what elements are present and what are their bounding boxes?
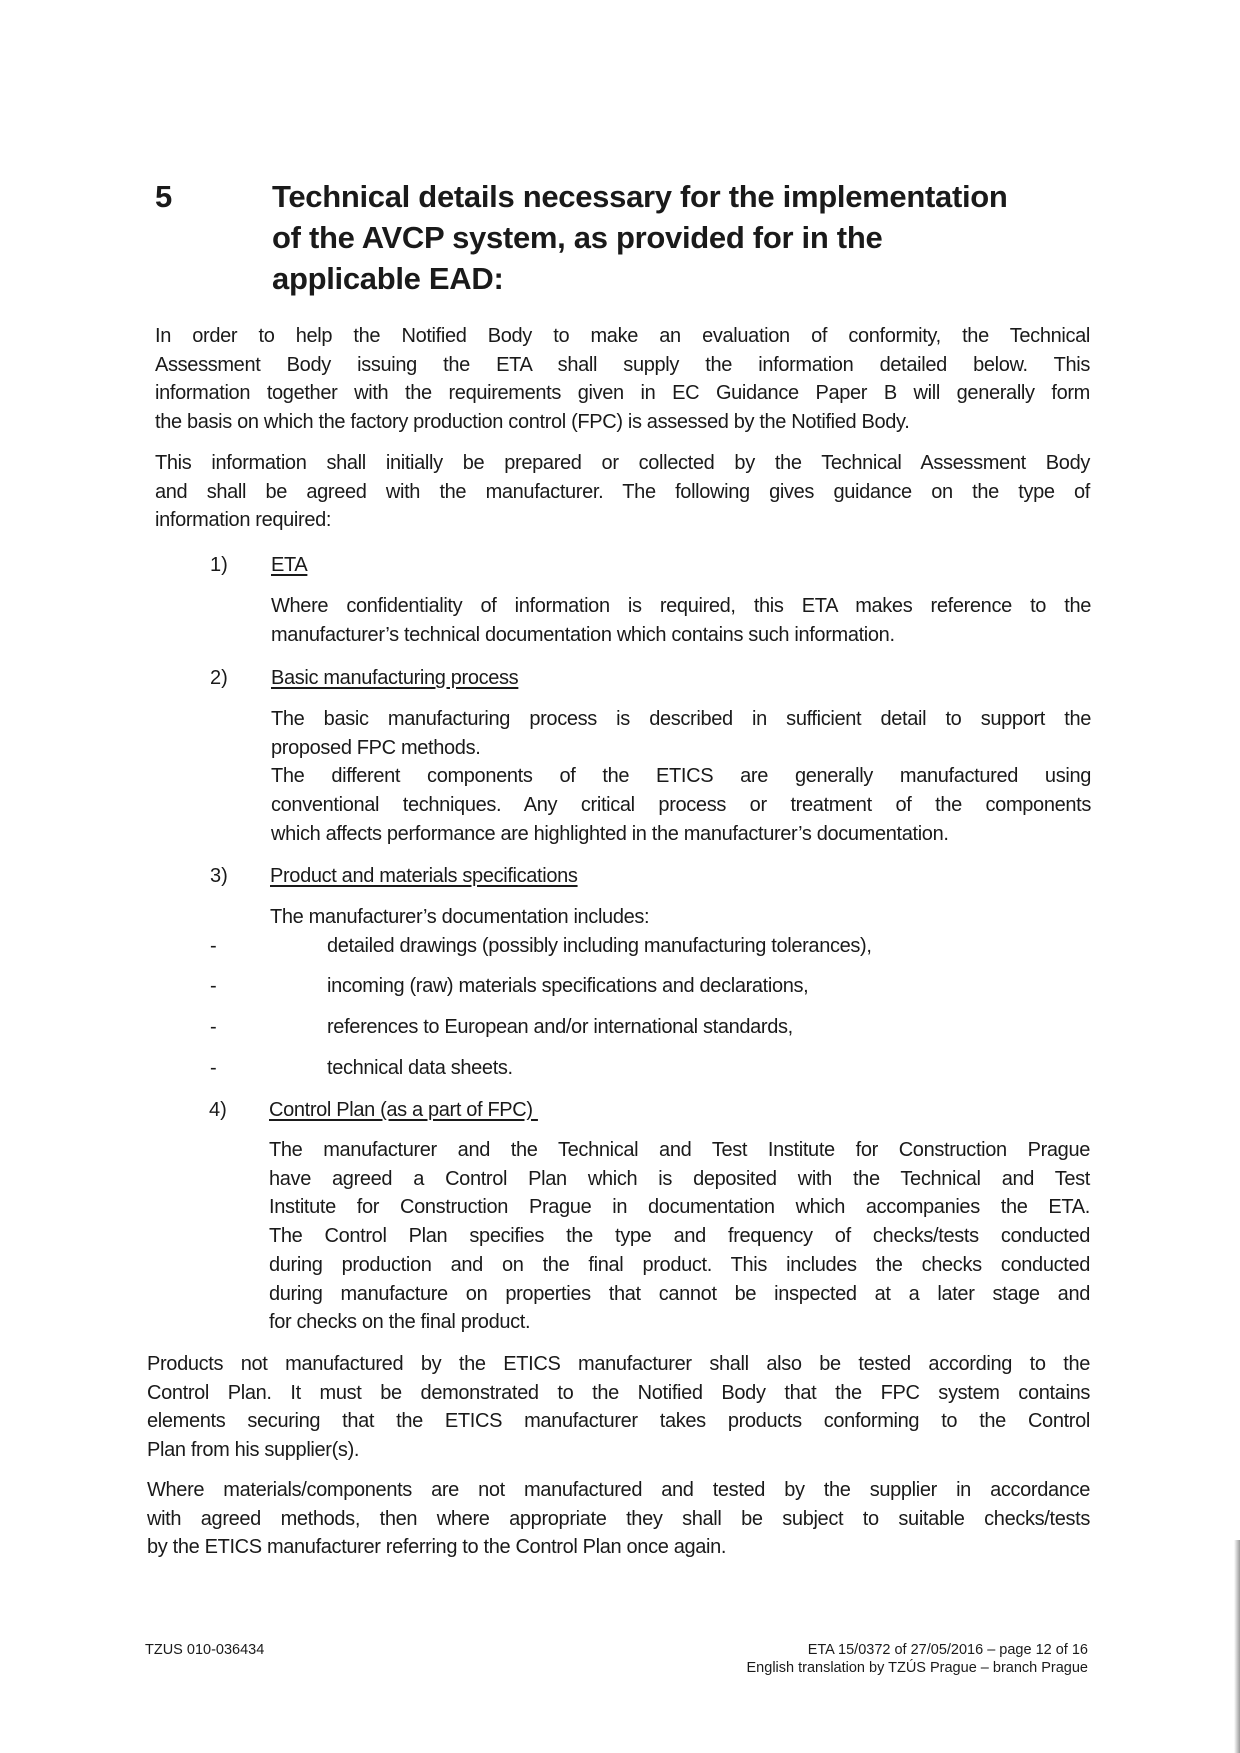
item-body: [271, 705, 1091, 849]
paragraph-line: The Control Plan specifies the type and frequency of checks/tests conducted: [269, 1225, 1090, 1248]
footer-page-number: ETA 15/0372 of 27/05/2016 – page 12 of 16: [807, 1642, 1088, 1658]
paragraph-line: Where materials/components are not manufactured and tested by the supplier in accordance: [147, 1479, 1090, 1501]
paragraph-line: which affects performance are highlighted in the manufacturer’s documentation.: [271, 822, 949, 845]
footer-document-id: TZUS 010-036434: [145, 1642, 265, 1658]
intro-paragraph: [155, 322, 1090, 437]
bullet-marker: -: [210, 1016, 217, 1038]
bullet-marker: -: [210, 935, 217, 957]
section-title-line: of the AVCP system, as provided for in the: [272, 220, 883, 255]
section-number: 5: [155, 179, 172, 214]
bullet-item: references to European and/or international standards,: [327, 1016, 793, 1038]
paragraph-line: conventional techniques. Any critical process or treatment of the components: [271, 794, 1091, 817]
item-intro: The manufacturer’s documentation includes:: [270, 906, 650, 928]
bullet-item: incoming (raw) materials specifications and declarations,: [327, 975, 809, 997]
intro-paragraph: [155, 449, 1090, 535]
paragraph-line: the basis on which the factory production control (FPC) is assessed by the Notified Body.: [155, 411, 910, 434]
paragraph-line: during manufacture on properties that cannot be inspected at a later stage and: [269, 1282, 1090, 1305]
paragraph-line: The different components of the ETICS are generally manufactured using: [271, 765, 1091, 788]
paragraph-line: Institute for Construction Prague in documentation which accompanies the ETA.: [269, 1196, 1090, 1219]
paragraph-line: Plan from his supplier(s).: [147, 1439, 360, 1462]
closing-paragraph: [147, 1476, 1090, 1562]
paragraph-line: with agreed methods, then where appropriate they shall be subject to suitable checks/tests: [147, 1507, 1090, 1530]
paragraph-line: information together with the requirements given in EC Guidance Paper B will generally form: [155, 382, 1090, 405]
paragraph-line: information required:: [155, 509, 332, 532]
item-title-control-plan: Control Plan (as a part of FPC): [269, 1099, 538, 1121]
paragraph-line: elements securing that the ETICS manufacturer takes products conforming to the Control: [147, 1410, 1090, 1433]
item-number: 4): [209, 1099, 227, 1121]
paragraph-line: proposed FPC methods.: [271, 736, 481, 759]
paragraph-line: Products not manufactured by the ETICS manufacturer shall also be tested according to the: [147, 1353, 1090, 1375]
paragraph-line: Assessment Body issuing the ETA shall supply the information detailed below. This: [155, 353, 1090, 376]
item-title-basic-manufacturing-process: Basic manufacturing process: [271, 667, 519, 689]
item-number: 1): [210, 554, 228, 576]
paragraph-line: The manufacturer and the Technical and Test Institute for Construction Prague: [269, 1139, 1090, 1161]
paragraph-line: Control Plan. It must be demonstrated to the Notified Body that the FPC system contains: [147, 1381, 1090, 1404]
item-title-product-specifications: Product and materials specifications: [270, 865, 578, 887]
paragraph-line: This information shall initially be prepared or collected by the Technical Assessment Body: [155, 452, 1090, 474]
paragraph-line: Where confidentiality of information is required, this ETA makes reference to the: [271, 595, 1091, 617]
paragraph-line: The basic manufacturing process is described in sufficient detail to support the: [271, 708, 1091, 730]
paragraph-line: by the ETICS manufacturer referring to the Control Plan once again.: [147, 1536, 727, 1559]
closing-paragraph: [147, 1350, 1090, 1465]
bullet-marker: -: [210, 1057, 217, 1079]
item-number: 2): [210, 667, 228, 689]
section-title-line: applicable EAD:: [272, 261, 504, 296]
section-title: [272, 176, 1102, 299]
scan-edge-shadow: [1234, 1540, 1240, 1753]
item-title-eta: ETA: [271, 554, 308, 576]
paragraph-line: manufacturer’s technical documentation which contains such information.: [271, 623, 895, 646]
item-number: 3): [210, 865, 228, 887]
item-body: [269, 1136, 1090, 1337]
paragraph-line: during production and on the final product. This includes the checks conducted: [269, 1253, 1090, 1276]
footer-translation-note: English translation by TZÚS Prague – branch Prague: [746, 1660, 1088, 1676]
bullet-item: detailed drawings (possibly including manufacturing tolerances),: [327, 935, 872, 957]
bullet-marker: -: [210, 975, 217, 997]
paragraph-line: for checks on the final product.: [269, 1311, 531, 1334]
paragraph-line: have agreed a Control Plan which is deposited with the Technical and Test: [269, 1167, 1090, 1190]
paragraph-line: and shall be agreed with the manufacturer. The following gives guidance on the type of: [155, 480, 1090, 503]
footer-page-info: [747, 1641, 1088, 1677]
section-title-line: Technical details necessary for the implementation: [272, 179, 1008, 214]
bullet-item: technical data sheets.: [327, 1057, 513, 1079]
item-body: [271, 592, 1091, 649]
paragraph-line: In order to help the Notified Body to make an evaluation of conformity, the Technical: [155, 325, 1090, 347]
